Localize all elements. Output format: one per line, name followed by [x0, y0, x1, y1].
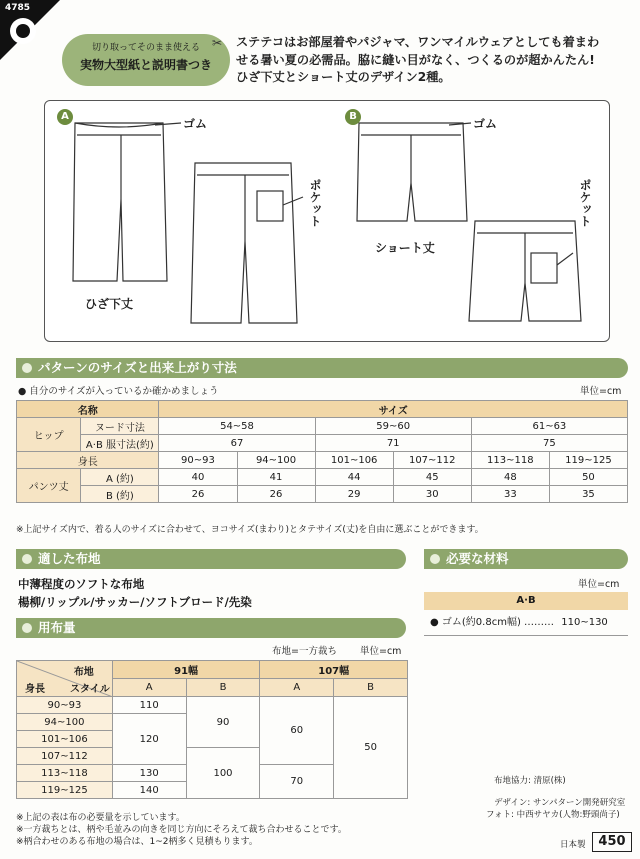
- section-size-title: パターンのサイズと出来上がり寸法: [16, 358, 628, 378]
- intro-line: せる暑い夏の必需品。脇に縫い目がなく、つくるのが超かんたん!: [236, 52, 595, 67]
- height-value: 94~100: [237, 452, 315, 469]
- banner: [62, 34, 230, 86]
- brand-logo-icon: [10, 18, 36, 44]
- nude-value: 54~58: [159, 418, 315, 435]
- a-value: 41: [237, 469, 315, 486]
- label-short: ショート丈: [375, 241, 435, 255]
- size-note-text: 自分のサイズが入っているか確かめましょう: [29, 386, 219, 397]
- size-table: [16, 400, 628, 503]
- badge-a: A: [57, 109, 73, 125]
- b-value: 26: [237, 486, 315, 503]
- label-pocket-a: ポケット: [308, 179, 322, 227]
- yardage-notes: [16, 812, 347, 848]
- materials-value: 110~130: [561, 617, 608, 628]
- intro-line: ステテコはお部屋着やパジャマ、ワンマイルウェアとしても着まわ: [236, 35, 600, 49]
- label-knee: ひざ下丈: [85, 297, 134, 311]
- corner-height: 身長: [25, 684, 45, 695]
- yardage-corner: [17, 661, 113, 697]
- finished-value: 67: [159, 435, 315, 452]
- b-value: 29: [315, 486, 393, 503]
- section-yardage-title: 用布量: [16, 618, 406, 638]
- materials-header: A·B: [424, 592, 628, 610]
- col-name: 名称: [17, 401, 159, 418]
- badge-b: B: [345, 109, 361, 125]
- a91-value: 120: [112, 714, 186, 765]
- height-value: 119~125: [549, 452, 627, 469]
- yardage-table: [16, 660, 408, 799]
- fabric-line1: 中薄程度のソフトな布地: [18, 577, 145, 591]
- size-footnote: ※上記サイズ内で、着る人のサイズに合わせて、ヨコサイズ(まわり)とタテサイズ(丈)を自由に選ぶことができます。: [16, 525, 484, 535]
- credit-design: デザイン: サンパターン開発研究室: [494, 798, 626, 808]
- width-91: 91幅: [112, 661, 260, 679]
- col-b-91: B: [186, 679, 260, 697]
- credit-fabric: 布地協力: 清原(株): [494, 776, 566, 786]
- a107-value: 60: [260, 697, 334, 765]
- a-label: A (約): [81, 469, 159, 486]
- pants-label: パンツ丈: [17, 469, 81, 503]
- b-label: B (約): [81, 486, 159, 503]
- pattern-code: 4785: [5, 3, 31, 13]
- banner-line1: 切り取ってそのまま使える: [91, 43, 200, 53]
- b-value: 30: [393, 486, 471, 503]
- yardage-cloth-note: 布地=一方裁ち: [272, 646, 337, 657]
- materials-unit: 単位=cm: [578, 579, 620, 590]
- credit-photo: フォト: 中西サヤカ(人物:野頭尚子): [486, 810, 620, 820]
- b-value: 35: [549, 486, 627, 503]
- finished-value: 71: [315, 435, 471, 452]
- made-in: 日本製: [560, 840, 586, 850]
- label-pocket-b: ポケット: [578, 179, 592, 227]
- nude-value: 59~60: [315, 418, 471, 435]
- size-note: ● 自分のサイズが入っているか確かめましょう: [18, 386, 219, 397]
- section-materials-title: 必要な材料: [424, 549, 628, 569]
- a-value: 45: [393, 469, 471, 486]
- finished-value: 75: [471, 435, 627, 452]
- corner-cloth: 布地: [73, 667, 94, 678]
- label-gomu-a: ゴム: [183, 117, 208, 131]
- a-value: 40: [159, 469, 237, 486]
- width-107: 107幅: [260, 661, 408, 679]
- hip-label: ヒップ: [17, 418, 81, 452]
- yardage-note: ※柄合わせのある布地の場合は、1~2柄多く見積もります。: [16, 837, 258, 848]
- height-value: 107~112: [393, 452, 471, 469]
- row-height: 107~112: [17, 748, 113, 765]
- finished-label: A·B 服寸法(約): [81, 435, 159, 452]
- illustration-panel: [44, 100, 610, 342]
- b-value: 33: [471, 486, 549, 503]
- a91-value: 140: [112, 782, 186, 799]
- label-gomu-b: ゴム: [473, 117, 498, 131]
- height-value: 113~118: [471, 452, 549, 469]
- row-height: 90~93: [17, 697, 113, 714]
- col-size: サイズ: [159, 401, 628, 418]
- nude-label: ヌード寸法: [81, 418, 159, 435]
- b107-value: 50: [334, 697, 408, 799]
- height-value: 90~93: [159, 452, 237, 469]
- col-b-107: B: [334, 679, 408, 697]
- materials-item: ● ゴム(約0.8cm幅): [430, 617, 521, 628]
- corner-style: スタイル: [70, 684, 110, 695]
- a-value: 44: [315, 469, 393, 486]
- a-value: 48: [471, 469, 549, 486]
- nude-value: 61~63: [471, 418, 627, 435]
- materials-item-row: [424, 610, 628, 636]
- col-a-107: A: [260, 679, 334, 697]
- yardage-note: ※一方裁ちとは、柄や毛並みの向きを同じ方向にそろえて裁ち合わせることです。: [16, 825, 347, 836]
- yardage-unit: 単位=cm: [360, 646, 402, 657]
- intro-text: [236, 34, 636, 87]
- col-a-91: A: [112, 679, 186, 697]
- size-unit: 単位=cm: [580, 386, 622, 397]
- b91-value: 90: [186, 697, 260, 748]
- b91-value: 100: [186, 748, 260, 799]
- row-height: 119~125: [17, 782, 113, 799]
- height-label: 身長: [17, 452, 159, 469]
- a91-value: 110: [112, 697, 186, 714]
- height-value: 101~106: [315, 452, 393, 469]
- section-fabric-title: 適した布地: [16, 549, 406, 569]
- intro-line: ひざ下丈とショート丈のデザイン2種。: [236, 70, 451, 85]
- a-value: 50: [549, 469, 627, 486]
- materials-dots: ………: [524, 617, 555, 628]
- row-height: 94~100: [17, 714, 113, 731]
- a107-value: 70: [260, 765, 334, 799]
- a91-value: 130: [112, 765, 186, 782]
- price-box: 450: [592, 832, 632, 852]
- fabric-line2: 楊柳/リップル/サッカー/ソフトブロード/先染: [18, 595, 252, 609]
- row-height: 101~106: [17, 731, 113, 748]
- row-height: 113~118: [17, 765, 113, 782]
- banner-line2: 実物大型紙と説明書つき: [79, 58, 212, 72]
- yardage-note: ※上記の表は布の必要量を示しています。: [16, 813, 185, 823]
- b-value: 26: [159, 486, 237, 503]
- scissors-icon: ✂: [211, 36, 222, 50]
